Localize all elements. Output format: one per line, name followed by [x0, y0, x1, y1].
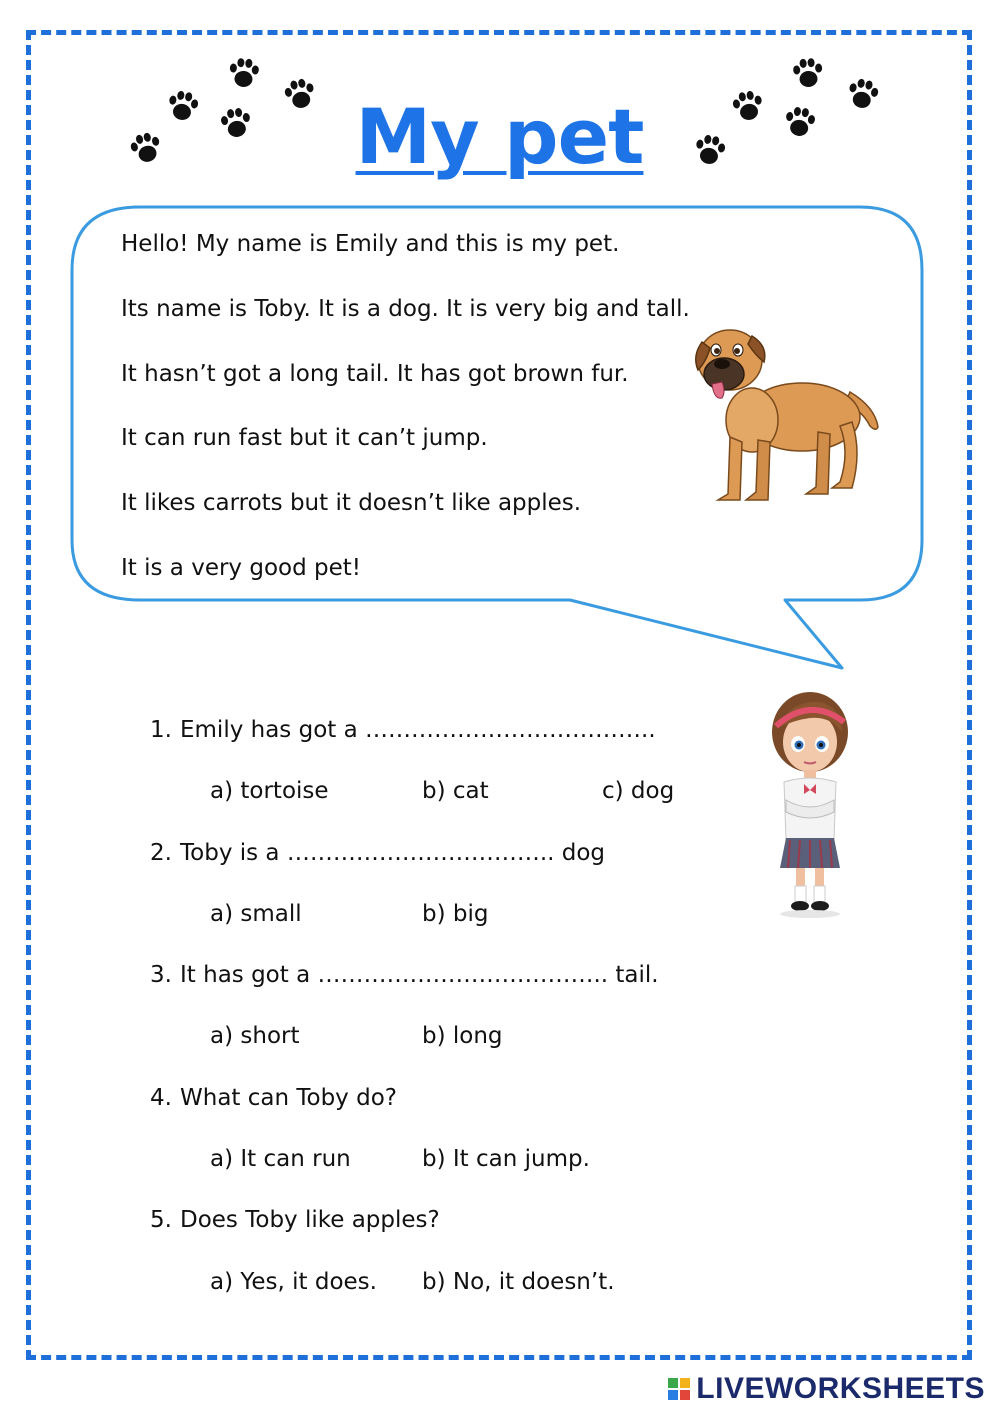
girl-illustration: [760, 690, 860, 920]
story-line: It is a very good pet!: [121, 554, 361, 581]
story-line: Hello! My name is Emily and this is my pet.: [121, 231, 620, 257]
story-line: It likes carrots but it doesn’t like apples.: [121, 490, 582, 517]
story-line: It hasn’t got a long tail. It has got brown fur.: [121, 360, 629, 387]
option-a[interactable]: a) small: [210, 900, 302, 927]
option-b[interactable]: b) No, it doesn’t.: [422, 1268, 615, 1295]
options-4: [150, 1139, 710, 1200]
liveworksheets-footer[interactable]: [668, 1372, 985, 1406]
question-2: 2. Toby is a …………………………….. dog: [150, 839, 606, 866]
options-2: [150, 894, 710, 955]
story-line: It can run fast but it can’t jump.: [121, 425, 488, 452]
question-text: What can Toby do?: [180, 1084, 397, 1111]
options-3: [150, 1016, 710, 1077]
question-1: 1. Emily has got a ………………………………..: [150, 717, 656, 743]
questions-section: [150, 710, 710, 1323]
brand-name: LIVEWORKSHEETS: [696, 1372, 985, 1405]
option-b[interactable]: b) big: [422, 900, 489, 927]
option-b[interactable]: b) cat: [422, 778, 489, 805]
option-b[interactable]: b) It can jump.: [422, 1146, 590, 1173]
question-text: Does Toby like apples?: [180, 1207, 440, 1234]
option-a[interactable]: a) It can run: [210, 1146, 351, 1173]
liveworksheets-logo-icon: [668, 1378, 690, 1400]
question-5: 5. Does Toby like apples?: [150, 1207, 440, 1234]
option-a[interactable]: a) short: [210, 1023, 300, 1050]
question-text: It has got a ……………………………….. tail.: [180, 962, 659, 989]
dog-illustration: [690, 322, 885, 512]
story-text: [121, 224, 721, 613]
question-text: Toby is a …………………………….. dog: [180, 839, 606, 866]
option-b[interactable]: b) long: [422, 1023, 503, 1050]
question-3: 3. It has got a ……………………………….. tail.: [150, 962, 659, 989]
page-title: My pet: [355, 92, 644, 181]
option-c[interactable]: c) dog: [602, 778, 675, 805]
options-1: [150, 771, 710, 832]
question-text: Emily has got a ………………………………..: [180, 717, 656, 743]
options-5: [150, 1262, 710, 1323]
option-a[interactable]: a) Yes, it does.: [210, 1268, 377, 1295]
question-4: 4. What can Toby do?: [150, 1084, 397, 1111]
story-line: Its name is Toby. It is a dog. It is very big and tall.: [121, 295, 690, 322]
option-a[interactable]: a) tortoise: [210, 778, 329, 805]
